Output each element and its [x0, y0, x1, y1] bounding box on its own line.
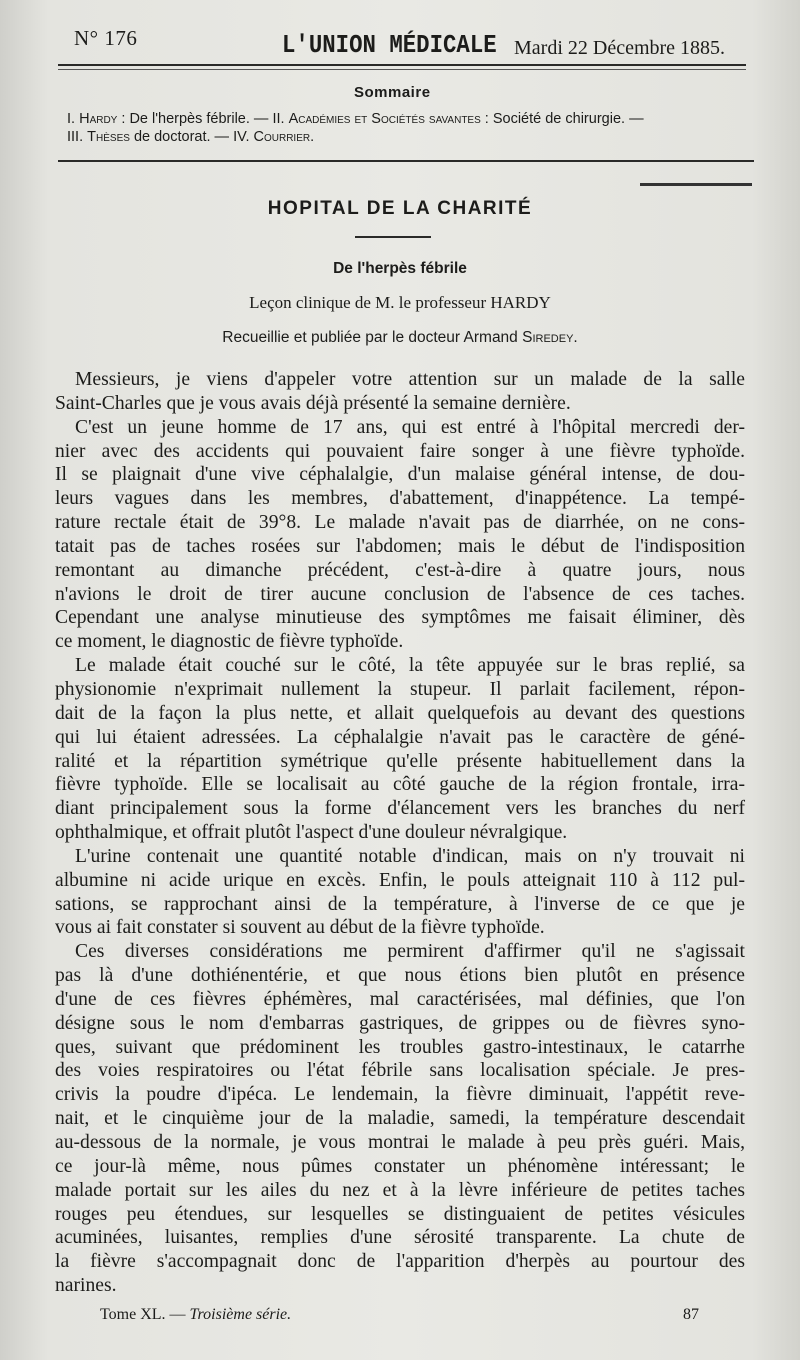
- footer-tome: Tome XL. —: [100, 1306, 190, 1323]
- article-topic: De l'herpès fébrile: [333, 260, 467, 277]
- body-line: Cependant une analyse minutieuse des symptômes me faisait éliminer, dès: [55, 607, 745, 629]
- recueil-credit: [0, 329, 800, 347]
- body-line: acuminées, luisantes, remplies d'une sérosité transparente. La chute de: [55, 1227, 745, 1249]
- body-line: nier avec des accidents qui pouvaient faire songer à une fièvre typhoïde.: [55, 440, 745, 462]
- body-line: des voies respiratoires ou l'état fébrile sans localisation spéciale. Je pres-: [55, 1060, 745, 1082]
- body-line: Messieurs, je viens d'appeler votre attention sur un malade de la salle: [75, 369, 745, 390]
- body-line: diant principalement sous la forme d'élancement vers les branches du nerf: [55, 798, 745, 820]
- body-line: albumine ni acide urique en excès. Enfin, le pouls atteignait 110 à 112 pul-: [55, 869, 745, 891]
- section-rule: [640, 183, 752, 186]
- body-line: nait, et le cinquième jour de la maladie, samedi, la température descendait: [55, 1108, 745, 1130]
- header-rule: [58, 64, 746, 66]
- body-line: la fièvre s'accompagnait donc de l'apparition d'herpès au pourtour des: [55, 1251, 745, 1273]
- body-line: leurs vagues dans les membres, d'abattement, d'inappétence. La tempé-: [55, 488, 745, 510]
- body-line: Il se plaignait d'une vive céphalalgie, d'un malaise général intense, de dou-: [55, 464, 745, 486]
- header-rule-thin: [58, 69, 746, 70]
- body-line: crivis la poudre d'ipéca. Le lendemain, la fièvre diminuait, l'appétit reve-: [55, 1084, 745, 1106]
- body-line: remontant au dimanche précédent, c'est-à-dire à quatre jours, nous: [55, 559, 745, 581]
- journal-title: L'UNION MÉDICALE: [282, 30, 497, 60]
- sommaire-text: III.: [67, 129, 88, 145]
- issue-date: Mardi 22 Décembre 1885.: [514, 37, 726, 59]
- sommaire-text: I.: [67, 111, 80, 127]
- footer-serie: Troisième série.: [189, 1306, 292, 1323]
- sommaire-section: Courrier: [253, 129, 311, 145]
- sommaire-text: de doctorat. — IV.: [129, 129, 254, 145]
- body-line: narines.: [55, 1275, 117, 1297]
- lecture-credit: Leçon clinique de M. le professeur HARDY: [249, 293, 551, 312]
- sommaire-section: Académies et Sociétés savantes: [288, 111, 481, 127]
- body-line: ques, suivant que prédominent les troubles gastro-intestinaux, le catarrhe: [55, 1036, 745, 1058]
- recueil-text: Recueillie et publiée par le docteur Armand: [222, 329, 523, 346]
- recueil-text: .: [573, 329, 578, 346]
- article-body: [55, 368, 745, 1298]
- body-line: Le malade était couché sur le côté, la tête appuyée sur le bras replié, sa: [75, 655, 745, 677]
- body-line: désigne sous le nom d'embarras gastriques, de grippes ou de fièvres syno-: [55, 1012, 745, 1034]
- body-line: sations, se rapprochant ainsi de la température, à l'inverse de ce que je: [55, 893, 745, 915]
- body-line: d'une de ces fièvres éphémères, mal caractérisées, mal définies, que l'on: [55, 988, 745, 1010]
- sommaire-title: Sommaire: [354, 84, 431, 101]
- body-line: rouges peu étendues, sur lesquelles se distinguaient de petites vésicules: [55, 1203, 745, 1225]
- sommaire-line-2: [67, 129, 314, 145]
- body-line: au-dessous de la normale, je vous montrai le malade à peu près guéri. Mais,: [55, 1132, 745, 1153]
- body-line: Ces diverses considérations me permirent d'affirmer qu'il ne s'agissait: [75, 941, 745, 963]
- heading-rule: [355, 236, 431, 238]
- body-line: ralité et la répartition symétrique qu'elle présente habituellement dans la: [55, 750, 745, 772]
- footer-volume: [100, 1306, 291, 1324]
- body-line: fièvre typhoïde. Elle se localisait au côté gauche de la région frontale, irra-: [55, 774, 745, 796]
- body-line: tatait pas de taches rosées sur l'abdomen; mais le début de l'indisposition: [55, 535, 745, 557]
- issue-number: N° 176: [74, 26, 138, 50]
- body-line: ce moment, le diagnostic de fièvre typhoïde.: [55, 631, 404, 653]
- body-line: malade portait sur les ailes du nez et à la lèvre inférieure de petites taches: [55, 1179, 745, 1201]
- body-line: ce jour-là même, nous pûmes constater un phénomène intéressant; le: [55, 1155, 745, 1177]
- body-line: dait de la façon la plus nette, et allait quelquefois au devant des questions: [55, 702, 745, 724]
- body-line: C'est un jeune homme de 17 ans, qui est entré à l'hôpital mercredi der-: [75, 416, 745, 438]
- body-line: vous ai fait constater si souvent au début de la fièvre typhoïde.: [55, 917, 545, 939]
- sommaire-text: : Société de chirurgie. —: [480, 111, 644, 127]
- body-line: L'urine contenait une quantité notable d'indican, mais on n'y trouvait ni: [75, 845, 745, 867]
- sommaire-section: Thèses: [87, 129, 130, 145]
- hospital-heading: HOPITAL DE LA CHARITÉ: [267, 198, 533, 219]
- sommaire-author: Hardy: [79, 111, 118, 127]
- body-line: qui lui étaient adressées. La céphalalgie n'avait pas le caractère de géné-: [55, 726, 745, 748]
- page-number: 87: [683, 1306, 699, 1323]
- sommaire-rule: [58, 160, 754, 162]
- sommaire-text: .: [310, 129, 315, 145]
- body-line: rature rectale était de 39°8. Le malade n'avait pas de diarrhée, on ne cons-: [55, 512, 745, 534]
- body-line: physionomie n'exprimait nullement la stupeur. Il parlait facilement, répon-: [55, 678, 745, 700]
- body-line: ophthalmique, et offrait plutôt l'aspect d'une douleur névralgique.: [55, 822, 568, 844]
- sommaire-line-1: [67, 111, 644, 127]
- sommaire-text: : De l'herpès fébrile. — II.: [117, 111, 289, 127]
- body-line: Saint-Charles que je vous avais déjà présenté la semaine dernière.: [55, 392, 571, 414]
- recueil-author: Siredey: [522, 329, 574, 346]
- body-line: n'avions le droit de tirer aucune conclusion de l'absence de ces taches.: [55, 583, 745, 605]
- body-line: pas là d'une dothiénentérie, et que nous étions bien plutôt en présence: [55, 965, 745, 987]
